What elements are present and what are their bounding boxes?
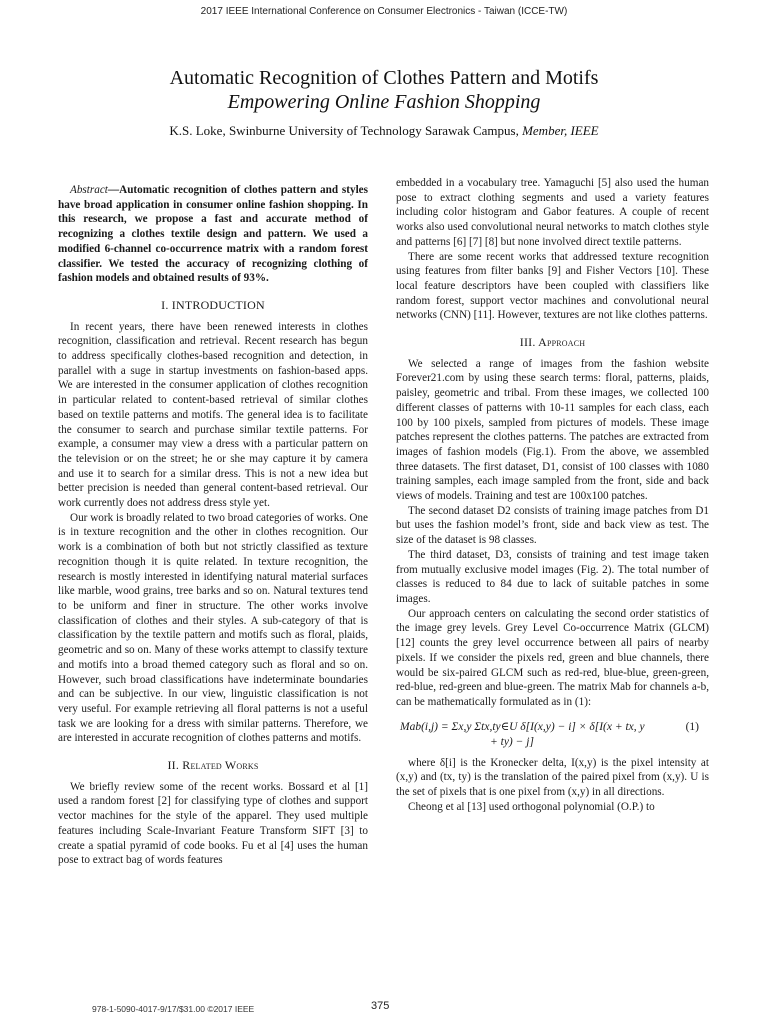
equation-body [396, 720, 645, 750]
equation-1 [396, 720, 709, 750]
page-number: 375 [371, 1000, 390, 1012]
abstract [58, 183, 368, 286]
related-paragraph-2: There are some recent works that addressed texture recognition using features from filter banks [9] and Fisher Vectors [10]. These local feature descriptors have been coupled with classifiers like random forest, support vector machines and convolutional neural networks (CNN) [11]. However, textures are not like clothes patterns. [396, 250, 709, 322]
section-heading-approach: III. Approach [519, 335, 586, 350]
paper-title: Automatic Recognition of Clothes Pattern and Motifs [169, 67, 599, 89]
section-heading-introduction: I. INTRODUCTION [161, 297, 265, 312]
footer-isbn: 978-1-5090-4017-9/17/$31.00 ©2017 IEEE [92, 1004, 255, 1014]
left-column [58, 176, 368, 868]
intro-paragraph-2: Our work is broadly related to two broad categories of works. One is in texture recognition and the other in clothes recognition. Our work is a combination of both but not strictly classified as texture recognition though it is quite related. In texture recognition, the research is mostly interested in identifying natural material surfaces like marble, wood grains, tree barks and so on. Natural textures tend to be uniform and finer in structure. The other works involve classification of clothes and their styles. A sub-category of that is classification by the textile pattern and motifs such as floral, plaids, geometric and so on. Many of these works attempt to classify texture and motifs into a broad themed category such as floral and so on. However, such broad classifications have indeterminate boundaries and can be subjective. In our view, linguistic classification is not very useful. For example retrieving all floral patterns is not a useful task we are looking for a dress with similar patterns. Therefore, we are interested in accurate recognition of clothes patterns and motifs. [58, 511, 368, 745]
right-column [396, 176, 709, 814]
approach-paragraph-3: The third dataset, D3, consists of training and test image taken from mutually exclusive model images (Fig. 2). The total number of classes is reduced to 84 due to lack of suitable patches in some images. [396, 548, 709, 605]
related-paragraph-1: We briefly review some of the recent works. Bossard et al [1] used a random forest [2] for classifying type of clothes and support vector machines for the style of the apparel. They used multiple features including Scale-Invariant Feature Transform SIFT [3] to create a spatial pyramid of code books. Fu et al [4] uses the human pose to extract bag of words features [58, 780, 368, 867]
equation-line-1: Mab(i,j) = Σx,y Σtx,ty∈U δ[I(x,y) − i] × δ[I(x + tx, y [400, 720, 645, 733]
abstract-label: Abstract [70, 184, 108, 196]
author-name: K.S. Loke, Swinburne University of Technology Sarawak Campus, [169, 123, 523, 138]
author-role: Member, IEEE [522, 123, 599, 138]
abstract-text: —Automatic recognition of clothes pattern and styles have broad application in consumer online fashion shopping. In this research, we propose a fast and accurate method of recognizing a clothes textile design and pattern. We used a modified 6-channel co-occurrence matrix with a random forest classifier. We tested the accuracy of recognizing clothing of fashion models and obtained results of 93%. [58, 184, 368, 285]
paper-subtitle: Empowering Online Fashion Shopping [227, 91, 541, 113]
approach-paragraph-2: The second dataset D2 consists of training image patches from D1 but uses the fashion model’s front, side and back view as test. The size of the dataset is 98 classes. [396, 504, 709, 547]
conference-header: 2017 IEEE International Conference on Consumer Electronics - Taiwan (ICCE-TW) [200, 6, 568, 17]
title-block [0, 66, 768, 140]
approach-paragraph-5: Cheong et al [13] used orthogonal polynomial (O.P.) to [408, 800, 655, 813]
section-heading-related-works: II. Related Works [167, 758, 259, 773]
approach-paragraph-1: We selected a range of images from the fashion website Forever21.com by using these search terms: floral, patterns, plaids, paisley, geometric and tribal. From these images, we collected 100 different classes of patterns with 10-11 samples for each class, each 100 by 100 pixels, sampled from pictures of models. These image patches represent the clothes patterns. The patches are extracted from images of fashion models (Fig.1). From the above, we assembled three datasets. The first dataset, D1, consist of 100 classes with 1080 training samples, each image sampled from the front, side and back views of models. Training and test are 100x100 patches. [396, 357, 709, 503]
equation-explanation: where δ[i] is the Kronecker delta, I(x,y) is the pixel intensity at (x,y) and (tx, ty) is the translation of the paired pixel from (x,y). U is the set of pixels that is one pixel from (x,y) in all directions. [396, 756, 709, 799]
related-paragraph-continued: embedded in a vocabulary tree. Yamaguchi [5] also used the human pose to extract clothing segments and used a variety features including color histogram and Gabor features. A couple of recent works also used convolutional neural networks to match clothes style and patterns [6] [7] [8] but none involved direct textile patterns. [396, 177, 709, 248]
intro-paragraph-1: In recent years, there have been renewed interests in clothes recognition, classification and retrieval. Recent research has begun to address specifically clothes-based recognition and detection, in parallel with a suge in startup investments on fashion-based apps. We are interested in the consumer application of clothes recognition in particular related to content-based retrieval of similar clothes based on textile patterns and motifs. The general idea is to facilitate the consumer to search and purchase similar textile patterns. For example, a consumer may view a dress with a particular pattern on the television or on the street; he or she may capture it by camera and use it to search for a similar dress. This is not a new idea but better precision is needed than general content-based retrieval. Our work currently does not address dress style yet. [58, 320, 368, 510]
approach-paragraph-4: Our approach centers on calculating the second order statistics of the image grey levels. Grey Level Co-occurrence Matrix (GLCM) [12] counts the grey level occurrence between all pairs of nearby pixels. If we consider the pixels red, green and blue channels, there would be six-paired GLCM such as red-red, blue-blue, green-green, red-blue, red-green and blue-green. The matrix Mab for channels a-b, can be mathematically formulated as in (1): [396, 607, 709, 708]
equation-number: (1) [685, 720, 699, 733]
author-line [0, 122, 768, 140]
equation-line-2: + ty) − j] [490, 735, 534, 748]
